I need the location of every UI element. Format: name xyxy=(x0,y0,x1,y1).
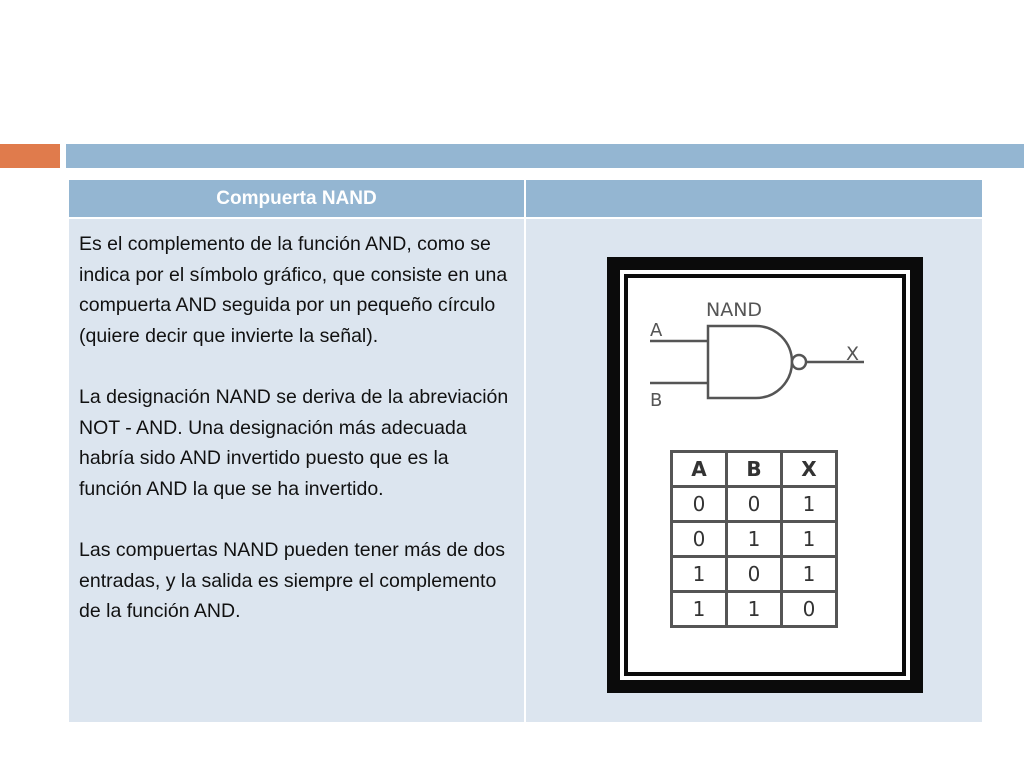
truth-table-row xyxy=(672,557,837,592)
paragraph-inputs: Las compuertas NAND pueden tener más de dos entradas, y la salida es siempre el complemento de la función AND. xyxy=(79,539,505,622)
paragraph-designation: La designación NAND se deriva de la abreviación NOT - AND. Una designación más adecuada habría sido AND invertido puesto que es la función AND la que se ha invertido. xyxy=(79,386,509,500)
truth-table xyxy=(670,450,838,628)
truth-table-row xyxy=(672,522,837,557)
output-x-label: X xyxy=(846,343,860,365)
truth-table-header: A xyxy=(672,452,727,487)
truth-table-row xyxy=(672,592,837,627)
paragraph-definition: Es el complemento de la función AND, como se indica por el símbolo gráfico, que consiste en una compuerta AND seguida por un pequeño círculo (quiere decir que invierte la señal). xyxy=(79,233,508,347)
diagram-cell xyxy=(525,218,982,722)
truth-table-cell: 0 xyxy=(727,487,782,522)
diagram-frame xyxy=(607,257,923,693)
blue-accent-bar xyxy=(66,144,1024,168)
truth-table-cell: 1 xyxy=(782,522,837,557)
truth-table-cell: 1 xyxy=(782,557,837,592)
truth-table-cell: 0 xyxy=(672,522,727,557)
description-cell xyxy=(69,218,525,722)
truth-table-cell: 1 xyxy=(672,592,727,627)
inverter-bubble xyxy=(792,355,806,369)
truth-table-cell: 1 xyxy=(727,522,782,557)
content-table xyxy=(69,180,982,722)
truth-table-cell: 1 xyxy=(782,487,837,522)
truth-table-header: X xyxy=(782,452,837,487)
table-header-empty xyxy=(525,180,982,218)
truth-table-header-row xyxy=(672,452,837,487)
truth-table-cell: 0 xyxy=(782,592,837,627)
input-a-label: A xyxy=(650,320,663,341)
nand-diagram xyxy=(628,278,902,672)
truth-table-cell: 0 xyxy=(672,487,727,522)
truth-table-cell: 1 xyxy=(672,557,727,592)
table-header-title: Compuerta NAND xyxy=(69,180,525,218)
and-gate-body xyxy=(708,326,792,398)
truth-table-row xyxy=(672,487,837,522)
orange-accent-bar xyxy=(0,144,60,168)
gate-label: NAND xyxy=(706,299,763,321)
truth-table-header: B xyxy=(727,452,782,487)
truth-table-cell: 0 xyxy=(727,557,782,592)
input-b-label: B xyxy=(650,390,663,411)
truth-table-cell: 1 xyxy=(727,592,782,627)
